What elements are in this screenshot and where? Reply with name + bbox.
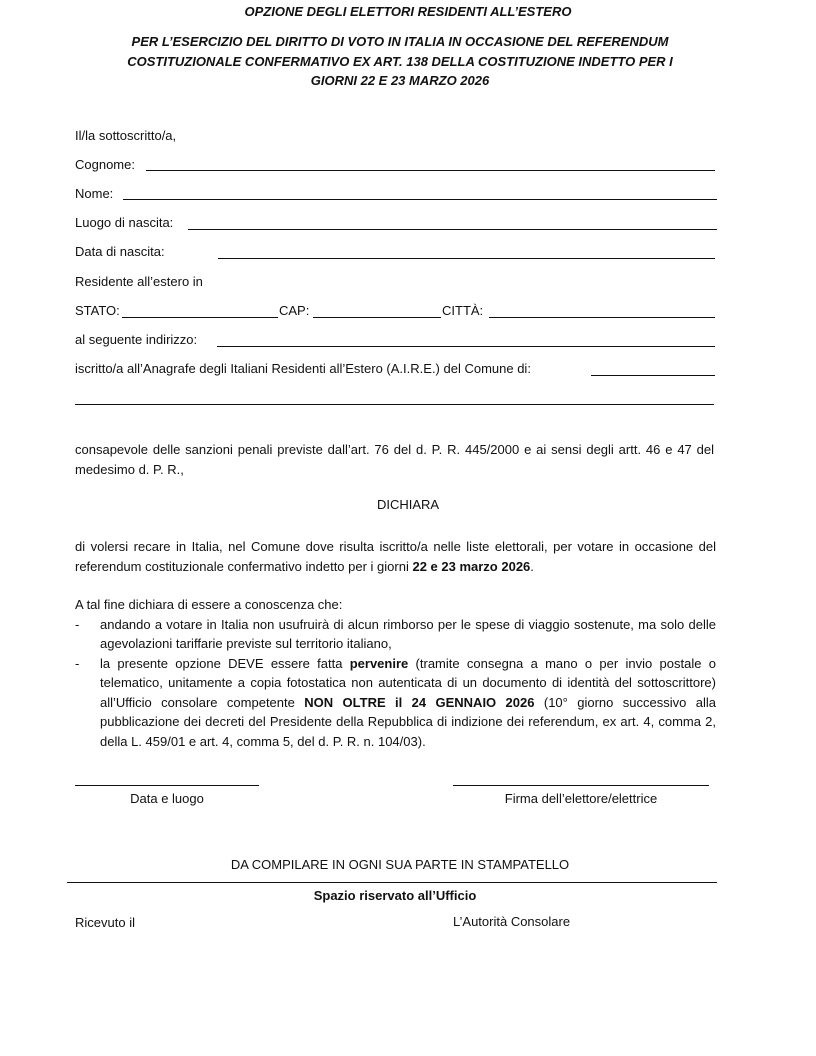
bullet-text: andando a votare in Italia non usufruirà di alcun rimborso per le spese di viaggio sostenute, ma solo delle agevolazioni tariffarie previste sul territorio italiano, [100,616,716,651]
volersi-paragraph [75,537,716,576]
voting-dates: 22 e 23 marzo 2026 [412,558,531,574]
form-title: OPZIONE DEGLI ELETTORI RESIDENTI ALL’ESTERO [244,4,572,19]
nome-label: Nome: [75,186,114,201]
stampatello-note: DA COMPILARE IN OGNI SUA PARTE IN STAMPATELLO [230,857,570,872]
conoscenza-text: A tal fine dichiara di essere a conoscenza che: [75,597,343,612]
bullet-item [75,615,716,654]
indirizzo-label: al seguente indirizzo: [75,332,198,347]
comune-field[interactable] [591,375,715,376]
data-nascita-label: Data di nascita: [75,244,165,259]
autorita-label: L’Autorità Consolare [453,914,571,929]
residente-label: Residente all’estero in [75,274,203,289]
bullet-text: la presente opzione DEVE essere fatta [100,655,350,671]
stato-label: STATO: [75,303,120,318]
footer-divider [67,882,717,883]
cognome-label: Cognome: [75,157,135,172]
citta-label: CITTÀ: [442,303,484,318]
deadline-bold: NON OLTRE il 24 GENNAIO 2026 [304,694,535,710]
indirizzo-field[interactable] [217,346,715,347]
volersi-end: . [530,558,534,574]
subtitle-line: COSTITUZIONALE CONFERMATIVO EX ART. 138 DELLA COSTITUZIONE INDETTO PER I [127,53,673,69]
data-luogo-field[interactable] [75,785,259,786]
bullet-text: (10° giorno successivo alla pubblicazione dei decreti del Presidente della Repubblica di indizione dei referendum, ex art. 4, comma 2, della L. 459/01 e art. 4, comma 5, del d. P. R. n. 104/03). [100,694,716,749]
cap-field[interactable] [313,317,441,318]
conoscenza-section [75,595,716,751]
luogo-nascita-field[interactable] [188,229,717,230]
ricevuto-label: Ricevuto il [75,915,135,930]
bullet-dash: - [75,655,80,671]
citta-field[interactable] [489,317,715,318]
cap-label: CAP: [279,303,310,318]
cognome-field[interactable] [146,170,715,171]
form-subtitle [60,32,740,91]
bullet-text: (tramite consegna a mano o per invio postale o telematico, unitamente a copia fotostatica non autenticata di un documento di identità del sottoscrittore) all’Ufficio consolare competente [100,655,716,710]
aire-label: iscritto/a all’Anagrafe degli Italiani Residenti all’Estero (A.I.R.E.) del Comune di: [75,361,531,376]
pervenire-bold: pervenire [349,655,409,671]
stato-field[interactable] [122,317,278,318]
volersi-text: di volersi recare in Italia, nel Comune dove risulta iscritto/a nelle liste elettorali, per votare in occasione del referendum costituzionale confermativo indetto per i giorni [75,539,716,574]
bullet-item [75,654,716,752]
luogo-nascita-label: Luogo di nascita: [75,215,174,230]
bullet-dash: - [75,616,80,632]
dichiara-heading: DICHIARA [376,497,440,512]
firma-field[interactable] [453,785,709,786]
ufficio-heading: Spazio riservato all’Ufficio [313,888,477,903]
subtitle-line: GIORNI 22 E 23 MARZO 2026 [310,73,490,88]
subtitle-line: PER L’ESERCIZIO DEL DIRITTO DI VOTO IN ITALIA IN OCCASIONE DEL REFERENDUM [131,34,669,49]
intro-text: Il/la sottoscritto/a, [75,128,177,143]
data-nascita-field[interactable] [218,258,715,259]
consapevole-text: consapevole delle sanzioni penali previste dall’art. 76 del d. P. R. 445/2000 e ai sensi degli artt. 46 e 47 del medesimo d. P. R., [75,442,714,477]
nome-field[interactable] [123,199,717,200]
comune-field-continued[interactable] [75,404,714,405]
data-luogo-label: Data e luogo [130,791,204,806]
firma-label: Firma dell’elettore/elettrice [504,791,658,806]
